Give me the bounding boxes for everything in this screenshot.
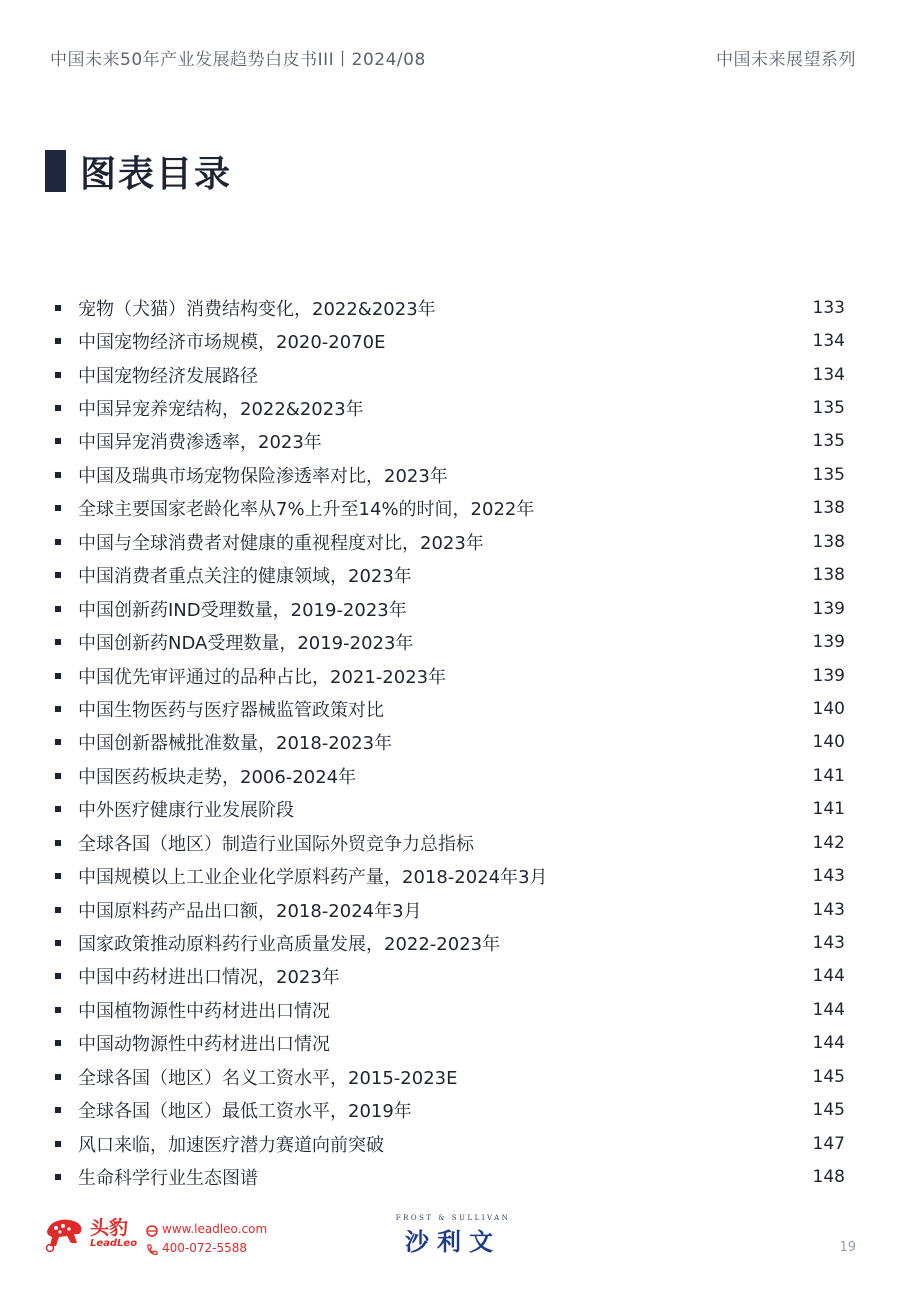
toc-entry[interactable]: [55, 859, 845, 892]
toc-entry-page: 143: [812, 933, 845, 954]
toc-entry[interactable]: [55, 726, 845, 759]
toc-entry-title: 全球各国（地区）名义工资水平，2015-2023E: [78, 1067, 458, 1089]
toc-entry-title: 中国及瑞典市场宠物保险渗透率对比，2023年: [78, 465, 448, 487]
toc-entry-page: 145: [812, 1066, 845, 1087]
bullet-square-icon: [55, 505, 61, 511]
phone-number: 400-072-5588: [162, 1241, 248, 1255]
toc-entry-page: 141: [812, 765, 845, 786]
toc-entry-page: 134: [812, 331, 845, 352]
toc-entry-title: 中国异宠养宠结构，2022&2023年: [78, 399, 364, 421]
toc-entry[interactable]: [55, 759, 845, 792]
bullet-square-icon: [55, 739, 61, 745]
bullet-square-icon: [55, 405, 61, 411]
toc-entry-title: 全球各国（地区）制造行业国际外贸竞争力总指标: [78, 833, 474, 855]
bullet-square-icon: [55, 572, 61, 578]
toc-entry-title: 国家政策推动原料药行业高质量发展，2022-2023年: [78, 934, 501, 956]
toc-entry-page: 134: [812, 364, 845, 385]
toc-entry-title: 中国中药材进出口情况，2023年: [78, 967, 340, 989]
toc-entry[interactable]: [55, 458, 845, 491]
bullet-square-icon: [55, 1141, 61, 1147]
toc-entry-title: 中国宠物经济市场规模，2020-2070E: [78, 332, 386, 354]
figure-list: [55, 291, 845, 1194]
toc-entry[interactable]: [55, 1060, 845, 1093]
toc-entry-page: 144: [812, 966, 845, 987]
toc-entry-page: 143: [812, 899, 845, 920]
toc-entry-title: 中国优先审评通过的品种占比，2021-2023年: [78, 666, 447, 688]
leopard-logo-icon: [44, 1215, 84, 1253]
bullet-square-icon: [55, 673, 61, 679]
bullet-square-icon: [55, 305, 61, 311]
bullet-square-icon: [55, 973, 61, 979]
bullet-square-icon: [55, 940, 61, 946]
toc-entry-title: 中国医药板块走势，2006-2024年: [78, 766, 357, 788]
frost-sullivan-english: FROST & SULLIVAN: [395, 1214, 511, 1222]
toc-entry[interactable]: [55, 926, 845, 959]
toc-entry[interactable]: [55, 592, 845, 625]
toc-entry-page: 135: [812, 464, 845, 485]
toc-entry-title: 宠物（犬猫）消费结构变化，2022&2023年: [78, 298, 436, 320]
toc-entry-page: 133: [812, 297, 845, 318]
toc-entry-title: 生命科学行业生态图谱: [78, 1168, 258, 1190]
toc-entry-title: 全球主要国家老龄化率从7%上升至14%的时间，2022年: [78, 499, 535, 521]
logo-english-name: LeadLeo: [90, 1238, 138, 1249]
phone-icon: [146, 1243, 158, 1255]
toc-entry-page: 141: [812, 799, 845, 820]
bullet-square-icon: [55, 1007, 61, 1013]
toc-entry[interactable]: [55, 391, 845, 424]
toc-entry[interactable]: [55, 692, 845, 725]
toc-entry[interactable]: [55, 1094, 845, 1127]
toc-entry[interactable]: [55, 324, 845, 357]
bullet-square-icon: [55, 706, 61, 712]
bullet-square-icon: [55, 907, 61, 913]
toc-entry-title: 中国创新药IND受理数量，2019-2023年: [78, 599, 407, 621]
toc-entry-page: 138: [812, 498, 845, 519]
toc-entry[interactable]: [55, 358, 845, 391]
toc-entry[interactable]: [55, 1160, 845, 1193]
toc-entry-page: 144: [812, 999, 845, 1020]
toc-entry-page: 139: [812, 598, 845, 619]
toc-entry-title: 全球各国（地区）最低工资水平，2019年: [78, 1101, 412, 1123]
bullet-square-icon: [55, 1107, 61, 1113]
web-icon: [146, 1224, 158, 1236]
toc-entry[interactable]: [55, 993, 845, 1026]
bullet-square-icon: [55, 372, 61, 378]
toc-entry-title: 中国动物源性中药材进出口情况: [78, 1034, 330, 1056]
toc-entry[interactable]: [55, 893, 845, 926]
bullet-square-icon: [55, 639, 61, 645]
bullet-square-icon: [55, 472, 61, 478]
toc-entry-title: 中国宠物经济发展路径: [78, 365, 258, 387]
toc-entry-page: 147: [812, 1133, 845, 1154]
toc-entry-page: 140: [812, 732, 845, 753]
toc-entry-page: 148: [812, 1167, 845, 1188]
toc-entry-page: 144: [812, 1033, 845, 1054]
toc-entry[interactable]: [55, 1127, 845, 1160]
toc-entry[interactable]: [55, 625, 845, 658]
toc-entry-page: 139: [812, 665, 845, 686]
toc-entry-title: 风口来临，加速医疗潜力赛道向前突破: [78, 1134, 384, 1156]
leadleo-logo: [44, 1215, 137, 1253]
toc-entry[interactable]: [55, 559, 845, 592]
bullet-square-icon: [55, 1074, 61, 1080]
toc-entry-page: 138: [812, 531, 845, 552]
toc-entry-title: 中国植物源性中药材进出口情况: [78, 1000, 330, 1022]
toc-entry[interactable]: [55, 492, 845, 525]
website-link[interactable]: www.leadleo.com: [162, 1222, 268, 1236]
toc-entry[interactable]: [55, 793, 845, 826]
toc-entry-page: 135: [812, 431, 845, 452]
frost-sullivan-chinese: 沙利文: [405, 1228, 501, 1256]
bullet-square-icon: [55, 438, 61, 444]
bullet-square-icon: [55, 840, 61, 846]
bullet-square-icon: [55, 806, 61, 812]
toc-entry-title: 中外医疗健康行业发展阶段: [78, 800, 294, 822]
toc-entry-title: 中国异宠消费渗透率，2023年: [78, 432, 322, 454]
toc-entry[interactable]: [55, 425, 845, 458]
toc-entry-page: 138: [812, 565, 845, 586]
page-number: 19: [839, 1240, 856, 1255]
toc-entry-title: 中国创新器械批准数量，2018-2023年: [78, 733, 393, 755]
bullet-square-icon: [55, 1174, 61, 1180]
toc-entry[interactable]: [55, 1027, 845, 1060]
toc-entry-title: 中国原料药产品出口额，2018-2024年3月: [78, 900, 422, 922]
toc-entry[interactable]: [55, 291, 845, 324]
page-title-block: [45, 150, 233, 195]
toc-entry-page: 142: [812, 832, 845, 853]
header-document-title: 中国未来50年产业发展趋势白皮书III丨2024/08: [50, 50, 426, 70]
contact-info: [146, 1220, 267, 1258]
toc-entry[interactable]: [55, 659, 845, 692]
header-series-name: 中国未来展望系列: [716, 50, 856, 70]
bullet-square-icon: [55, 873, 61, 879]
bullet-square-icon: [55, 338, 61, 344]
toc-entry-page: 143: [812, 866, 845, 887]
title-accent-bar: [45, 150, 66, 192]
toc-entry-title: 中国消费者重点关注的健康领域，2023年: [78, 566, 412, 588]
bullet-square-icon: [55, 606, 61, 612]
toc-entry-title: 中国生物医药与医疗器械监管政策对比: [78, 699, 384, 721]
bullet-square-icon: [55, 1040, 61, 1046]
toc-entry-page: 135: [812, 398, 845, 419]
page-title: 图表目录: [80, 153, 233, 195]
toc-entry-page: 139: [812, 632, 845, 653]
bullet-square-icon: [55, 539, 61, 545]
bullet-square-icon: [55, 773, 61, 779]
logo-chinese-name: 头豹: [90, 1217, 129, 1239]
toc-entry-title: 中国与全球消费者对健康的重视程度对比，2023年: [78, 532, 484, 554]
toc-entry-title: 中国创新药NDA受理数量，2019-2023年: [78, 633, 414, 655]
toc-entry[interactable]: [55, 525, 845, 558]
toc-entry-title: 中国规模以上工业企业化学原料药产量，2018-2024年3月: [78, 867, 548, 889]
toc-entry-page: 145: [812, 1100, 845, 1121]
toc-entry-page: 140: [812, 698, 845, 719]
frost-sullivan-logo: [388, 1214, 518, 1257]
toc-entry[interactable]: [55, 826, 845, 859]
toc-entry[interactable]: [55, 960, 845, 993]
